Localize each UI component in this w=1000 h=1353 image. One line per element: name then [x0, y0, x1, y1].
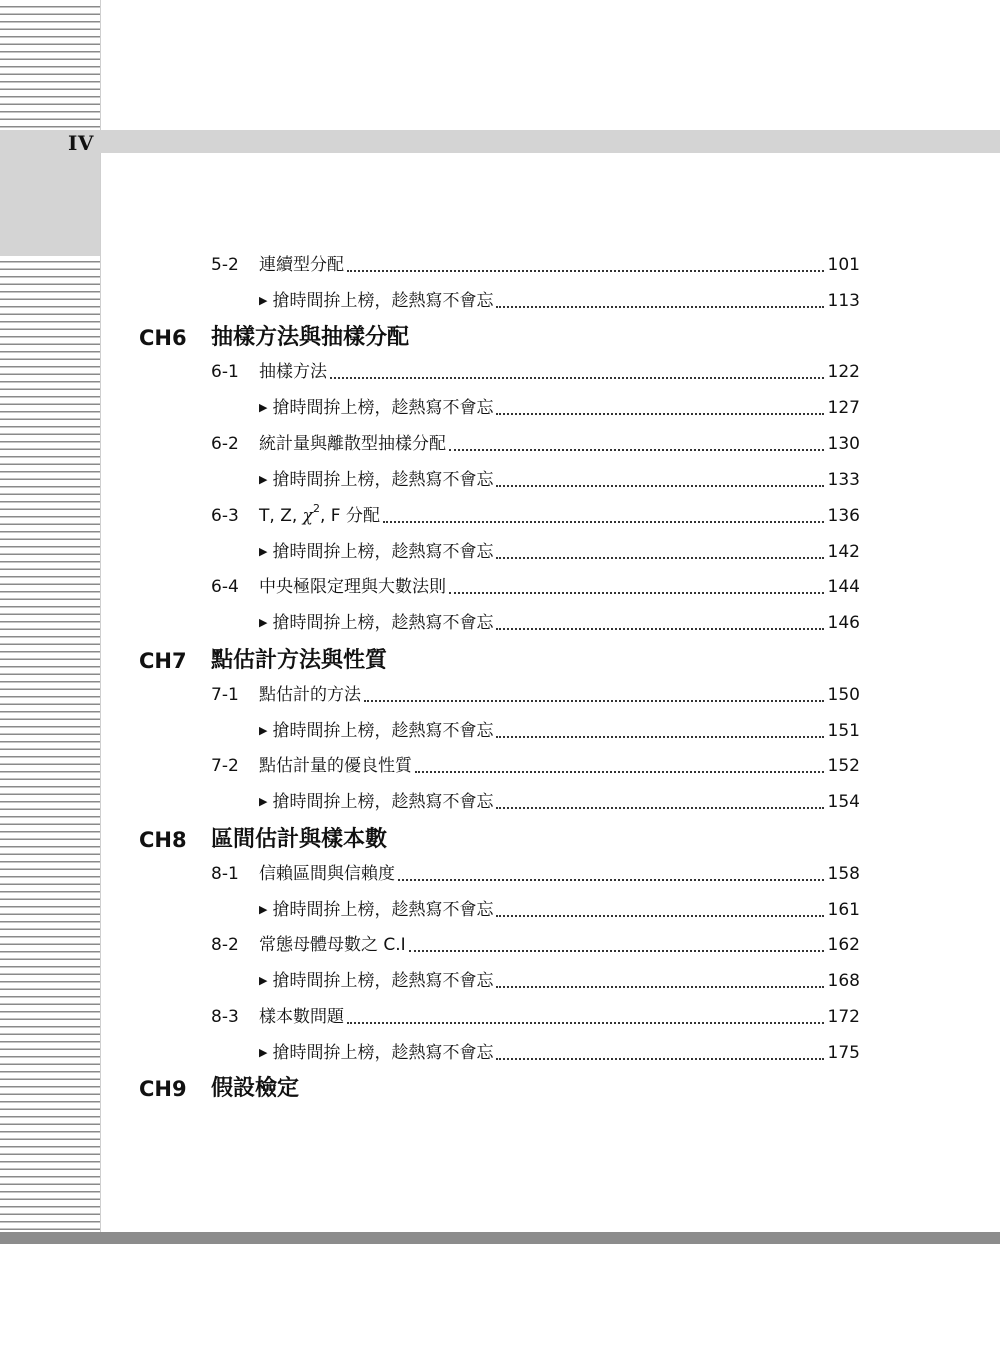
- page-ref: 150: [827, 685, 860, 705]
- entry-line: [259, 681, 860, 709]
- toc-subentry[interactable]: [0, 717, 1000, 747]
- entry-title-text: 信賴區間與信賴度: [259, 864, 395, 884]
- section-number: 8-1: [211, 864, 239, 884]
- triangle-bullet-icon: ▶: [259, 1046, 268, 1059]
- toc-section[interactable]: [0, 358, 1000, 388]
- toc-section[interactable]: [0, 1003, 1000, 1033]
- dot-leader: [449, 592, 824, 594]
- entry-title: [259, 896, 493, 924]
- entry-title: [259, 394, 493, 422]
- chapter-title: 點估計方法與性質: [211, 648, 388, 673]
- section-number: 7-1: [211, 685, 239, 705]
- page-number: IV: [68, 131, 94, 155]
- entry-title-text: 搶時間拚上榜，趁熱寫不會忘: [272, 291, 494, 311]
- entry-title: [259, 752, 412, 780]
- entry-title-text: 搶時間拚上榜，趁熱寫不會忘: [272, 900, 494, 920]
- toc-section[interactable]: [0, 502, 1000, 532]
- entry-line: [259, 251, 860, 279]
- entry-line: [259, 931, 860, 959]
- toc-subentry[interactable]: [0, 466, 1000, 496]
- entry-title-text: 搶時間拚上榜，趁熱寫不會忘: [272, 398, 494, 418]
- chapter-heading: [0, 646, 1000, 676]
- toc-section[interactable]: [0, 573, 1000, 603]
- entry-line: [259, 788, 860, 816]
- entry-title-text: 搶時間拚上榜，趁熱寫不會忘: [272, 470, 494, 490]
- toc-subentry[interactable]: [0, 609, 1000, 639]
- toc-section[interactable]: [0, 430, 1000, 460]
- section-number: 6-2: [211, 434, 239, 454]
- page-ref: 142: [827, 542, 860, 562]
- section-number: 6-4: [211, 577, 239, 597]
- triangle-bullet-icon: ▶: [259, 545, 268, 558]
- page-ref: 162: [827, 935, 860, 955]
- entry-title: [259, 967, 493, 995]
- dot-leader: [496, 736, 824, 738]
- entry-title: [259, 609, 493, 637]
- triangle-bullet-icon: ▶: [259, 795, 268, 808]
- page-ref: 158: [827, 864, 860, 884]
- entry-title-text: 搶時間拚上榜，趁熱寫不會忘: [272, 971, 494, 991]
- chapter-title: 假設檢定: [211, 1076, 300, 1101]
- entry-title-text: 統計量與離散型抽樣分配: [259, 434, 446, 454]
- entry-title-text: 搶時間拚上榜，趁熱寫不會忘: [272, 613, 494, 633]
- chapter-number: CH9: [139, 1077, 187, 1101]
- page-ref: 127: [827, 398, 860, 418]
- entry-title: [259, 1039, 493, 1067]
- entry-title-text: 搶時間拚上榜，趁熱寫不會忘: [272, 542, 494, 562]
- dot-leader: [415, 771, 824, 773]
- page-ref: 130: [827, 434, 860, 454]
- toc-subentry[interactable]: [0, 538, 1000, 568]
- entry-line: [259, 717, 860, 745]
- entry-title: [259, 251, 344, 279]
- section-number: 6-1: [211, 362, 239, 382]
- entry-title-text: 搶時間拚上榜，趁熱寫不會忘: [272, 1043, 494, 1063]
- dot-leader: [347, 270, 824, 272]
- entry-title: [259, 931, 406, 959]
- toc-section[interactable]: [0, 931, 1000, 961]
- toc-section[interactable]: [0, 752, 1000, 782]
- entry-line: [259, 860, 860, 888]
- entry-title-part: , F 分配: [319, 506, 380, 526]
- page-ref: 175: [827, 1043, 860, 1063]
- toc-subentry[interactable]: [0, 896, 1000, 926]
- dot-leader: [496, 306, 824, 308]
- triangle-bullet-icon: ▶: [259, 401, 268, 414]
- chapter-heading: [0, 1074, 1000, 1104]
- entry-line: [259, 502, 860, 530]
- entry-line: [259, 573, 860, 601]
- dot-leader: [330, 377, 824, 379]
- toc-section[interactable]: [0, 251, 1000, 281]
- section-number: 8-3: [211, 1007, 239, 1027]
- entry-title: [259, 358, 327, 386]
- toc-section[interactable]: [0, 860, 1000, 890]
- section-number: 8-2: [211, 935, 239, 955]
- entry-line: [259, 466, 860, 494]
- chapter-title: 區間估計與樣本數: [211, 827, 388, 852]
- triangle-bullet-icon: ▶: [259, 616, 268, 629]
- entry-title-text: 抽樣方法: [259, 362, 327, 382]
- section-number: 5-2: [211, 255, 239, 275]
- triangle-bullet-icon: ▶: [259, 724, 268, 737]
- triangle-bullet-icon: ▶: [259, 974, 268, 987]
- page-ref: 144: [827, 577, 860, 597]
- entry-line: [259, 287, 860, 315]
- chapter-heading: [0, 825, 1000, 855]
- chapter-number: CH8: [139, 828, 187, 852]
- toc-subentry[interactable]: [0, 1039, 1000, 1069]
- page-ref: 146: [827, 613, 860, 633]
- superscript: 2: [312, 502, 320, 515]
- entry-title: [259, 860, 395, 888]
- entry-title-text: 搶時間拚上榜，趁熱寫不會忘: [272, 721, 494, 741]
- entry-line: [259, 1039, 860, 1067]
- chapter-title: 抽樣方法與抽樣分配: [211, 325, 410, 350]
- triangle-bullet-icon: ▶: [259, 903, 268, 916]
- entry-line: [259, 394, 860, 422]
- entry-title: [259, 287, 493, 315]
- triangle-bullet-icon: ▶: [259, 473, 268, 486]
- entry-title: [259, 788, 493, 816]
- entry-title: [259, 1003, 344, 1031]
- toc-section[interactable]: [0, 681, 1000, 711]
- entry-title-text: 樣本數問題: [259, 1007, 344, 1027]
- page-ref: 168: [827, 971, 860, 991]
- entry-line: [259, 967, 860, 995]
- entry-title-text: 搶時間拚上榜，趁熱寫不會忘: [272, 792, 494, 812]
- entry-title: [259, 717, 493, 745]
- entry-title-text: 點估計的方法: [259, 685, 361, 705]
- entry-line: [259, 896, 860, 924]
- entry-line: [259, 609, 860, 637]
- page-ref: 151: [827, 721, 860, 741]
- dot-leader: [496, 915, 824, 917]
- page-ref: 154: [827, 792, 860, 812]
- dot-leader: [496, 1058, 824, 1060]
- entry-title-part: T, Z,: [259, 506, 303, 526]
- section-number: 6-3: [211, 506, 239, 526]
- page-ref: 172: [827, 1007, 860, 1027]
- toc-subentry[interactable]: [0, 967, 1000, 997]
- page-ref: 161: [827, 900, 860, 920]
- entry-line: [259, 430, 860, 458]
- dot-leader: [383, 521, 824, 523]
- entry-title: [259, 430, 446, 458]
- page-ref: 152: [827, 756, 860, 776]
- chapter-heading: [0, 323, 1000, 353]
- toc-subentry[interactable]: [0, 394, 1000, 424]
- chapter-number: CH7: [139, 649, 187, 673]
- entry-title-text: 點估計量的優良性質: [259, 756, 412, 776]
- header-band: [100, 130, 1000, 153]
- entry-title-text: 中央極限定理與大數法則: [259, 577, 446, 597]
- entry-title: [259, 681, 361, 709]
- dot-leader: [496, 807, 824, 809]
- page-ref: 113: [827, 291, 860, 311]
- entry-title-text: 常態母體母數之 C.I: [259, 935, 406, 955]
- entry-title: [259, 466, 493, 494]
- page-ref: 101: [827, 255, 860, 275]
- footer-bar: [0, 1232, 1000, 1244]
- chapter-number: CH6: [139, 326, 187, 350]
- dot-leader: [496, 485, 824, 487]
- dot-leader: [347, 1022, 824, 1024]
- dot-leader: [449, 449, 824, 451]
- dot-leader: [409, 950, 824, 952]
- entry-title: [259, 502, 380, 530]
- dot-leader: [496, 557, 824, 559]
- page-ref: 133: [827, 470, 860, 490]
- dot-leader: [496, 986, 824, 988]
- toc-subentry[interactable]: [0, 287, 1000, 317]
- page-ref: 136: [827, 506, 860, 526]
- triangle-bullet-icon: ▶: [259, 294, 268, 307]
- dot-leader: [496, 413, 824, 415]
- entry-title: [259, 538, 493, 566]
- entry-title: [259, 573, 446, 601]
- entry-title-text: 連續型分配: [259, 255, 344, 275]
- entry-line: [259, 538, 860, 566]
- section-number: 7-2: [211, 756, 239, 776]
- toc-subentry[interactable]: [0, 788, 1000, 818]
- dot-leader: [398, 879, 824, 881]
- dot-leader: [496, 628, 824, 630]
- entry-line: [259, 358, 860, 386]
- entry-line: [259, 752, 860, 780]
- page-ref: 122: [827, 362, 860, 382]
- entry-line: [259, 1003, 860, 1031]
- dot-leader: [364, 700, 824, 702]
- chi-symbol: χ: [302, 506, 313, 526]
